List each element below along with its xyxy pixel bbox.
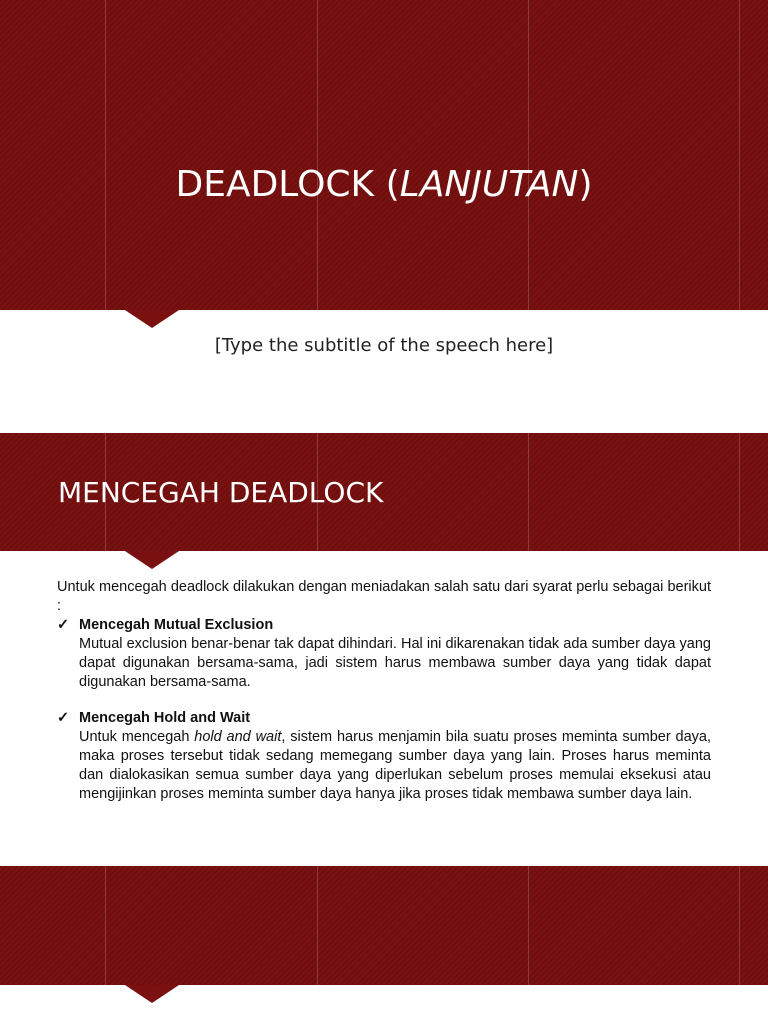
slide1-title-end: ) (578, 164, 593, 205)
slide3-notch (125, 985, 179, 1003)
intro-paragraph: Untuk mencegah deadlock dilakukan dengan meniadakan salah satu dari syarat perlu sebagai berikut : (57, 579, 711, 614)
slide2-heading: MENCEGAH DEADLOCK (58, 476, 384, 509)
slide1-title-italic: LANJUTAN (399, 164, 579, 205)
check-icon: ✓ (57, 710, 70, 726)
slide1-notch (125, 310, 179, 328)
list-item (57, 616, 711, 692)
band-line (739, 433, 740, 551)
slide1-title (0, 164, 768, 205)
band-line (739, 866, 740, 985)
slide1-title-main: DEADLOCK ( (175, 164, 400, 205)
band-line (528, 866, 529, 985)
band-line (528, 0, 529, 310)
band-line (105, 0, 106, 310)
slide1-title-band (0, 0, 768, 310)
item-title: Mencegah Hold and Wait (79, 710, 251, 726)
item-body (79, 728, 711, 804)
list-item (57, 709, 711, 804)
item-body: Mutual exclusion benar-benar tak dapat dihindari. Hal ini dikarenakan tidak ada sumber daya yang dapat digunakan bersama-sama, jadi sistem harus membawa sumber daya yang tidak dapat digunakan bersama-sama. (79, 636, 711, 690)
slide2-notch (125, 551, 179, 569)
slide3-title-band (0, 866, 768, 985)
band-line (317, 0, 318, 310)
item-body-pre: Untuk mencegah (79, 729, 195, 745)
band-line (528, 433, 529, 551)
item-body-post: , sistem harus menjamin bila suatu proses meminta sumber daya, maka proses tersebut tidak sedang memegang sumber daya yang lain. Proses harus meminta dan dialokasikan semua sumber daya yang diperlukan sebelum proses memulai eksekusi atau mengijinkan proses meminta sumber daya hanya jika proses tidak membawa sumber daya lain. (79, 729, 712, 802)
slide1-subtitle: [Type the subtitle of the speech here] (214, 335, 554, 356)
band-line (105, 866, 106, 985)
item-body-emphasis: hold and wait (194, 729, 282, 745)
slide2-content (57, 578, 711, 804)
band-line (317, 866, 318, 985)
slide2-title-band (0, 433, 768, 551)
band-line (739, 0, 740, 310)
item-title: Mencegah Mutual Exclusion (79, 617, 274, 633)
check-icon: ✓ (57, 617, 70, 633)
